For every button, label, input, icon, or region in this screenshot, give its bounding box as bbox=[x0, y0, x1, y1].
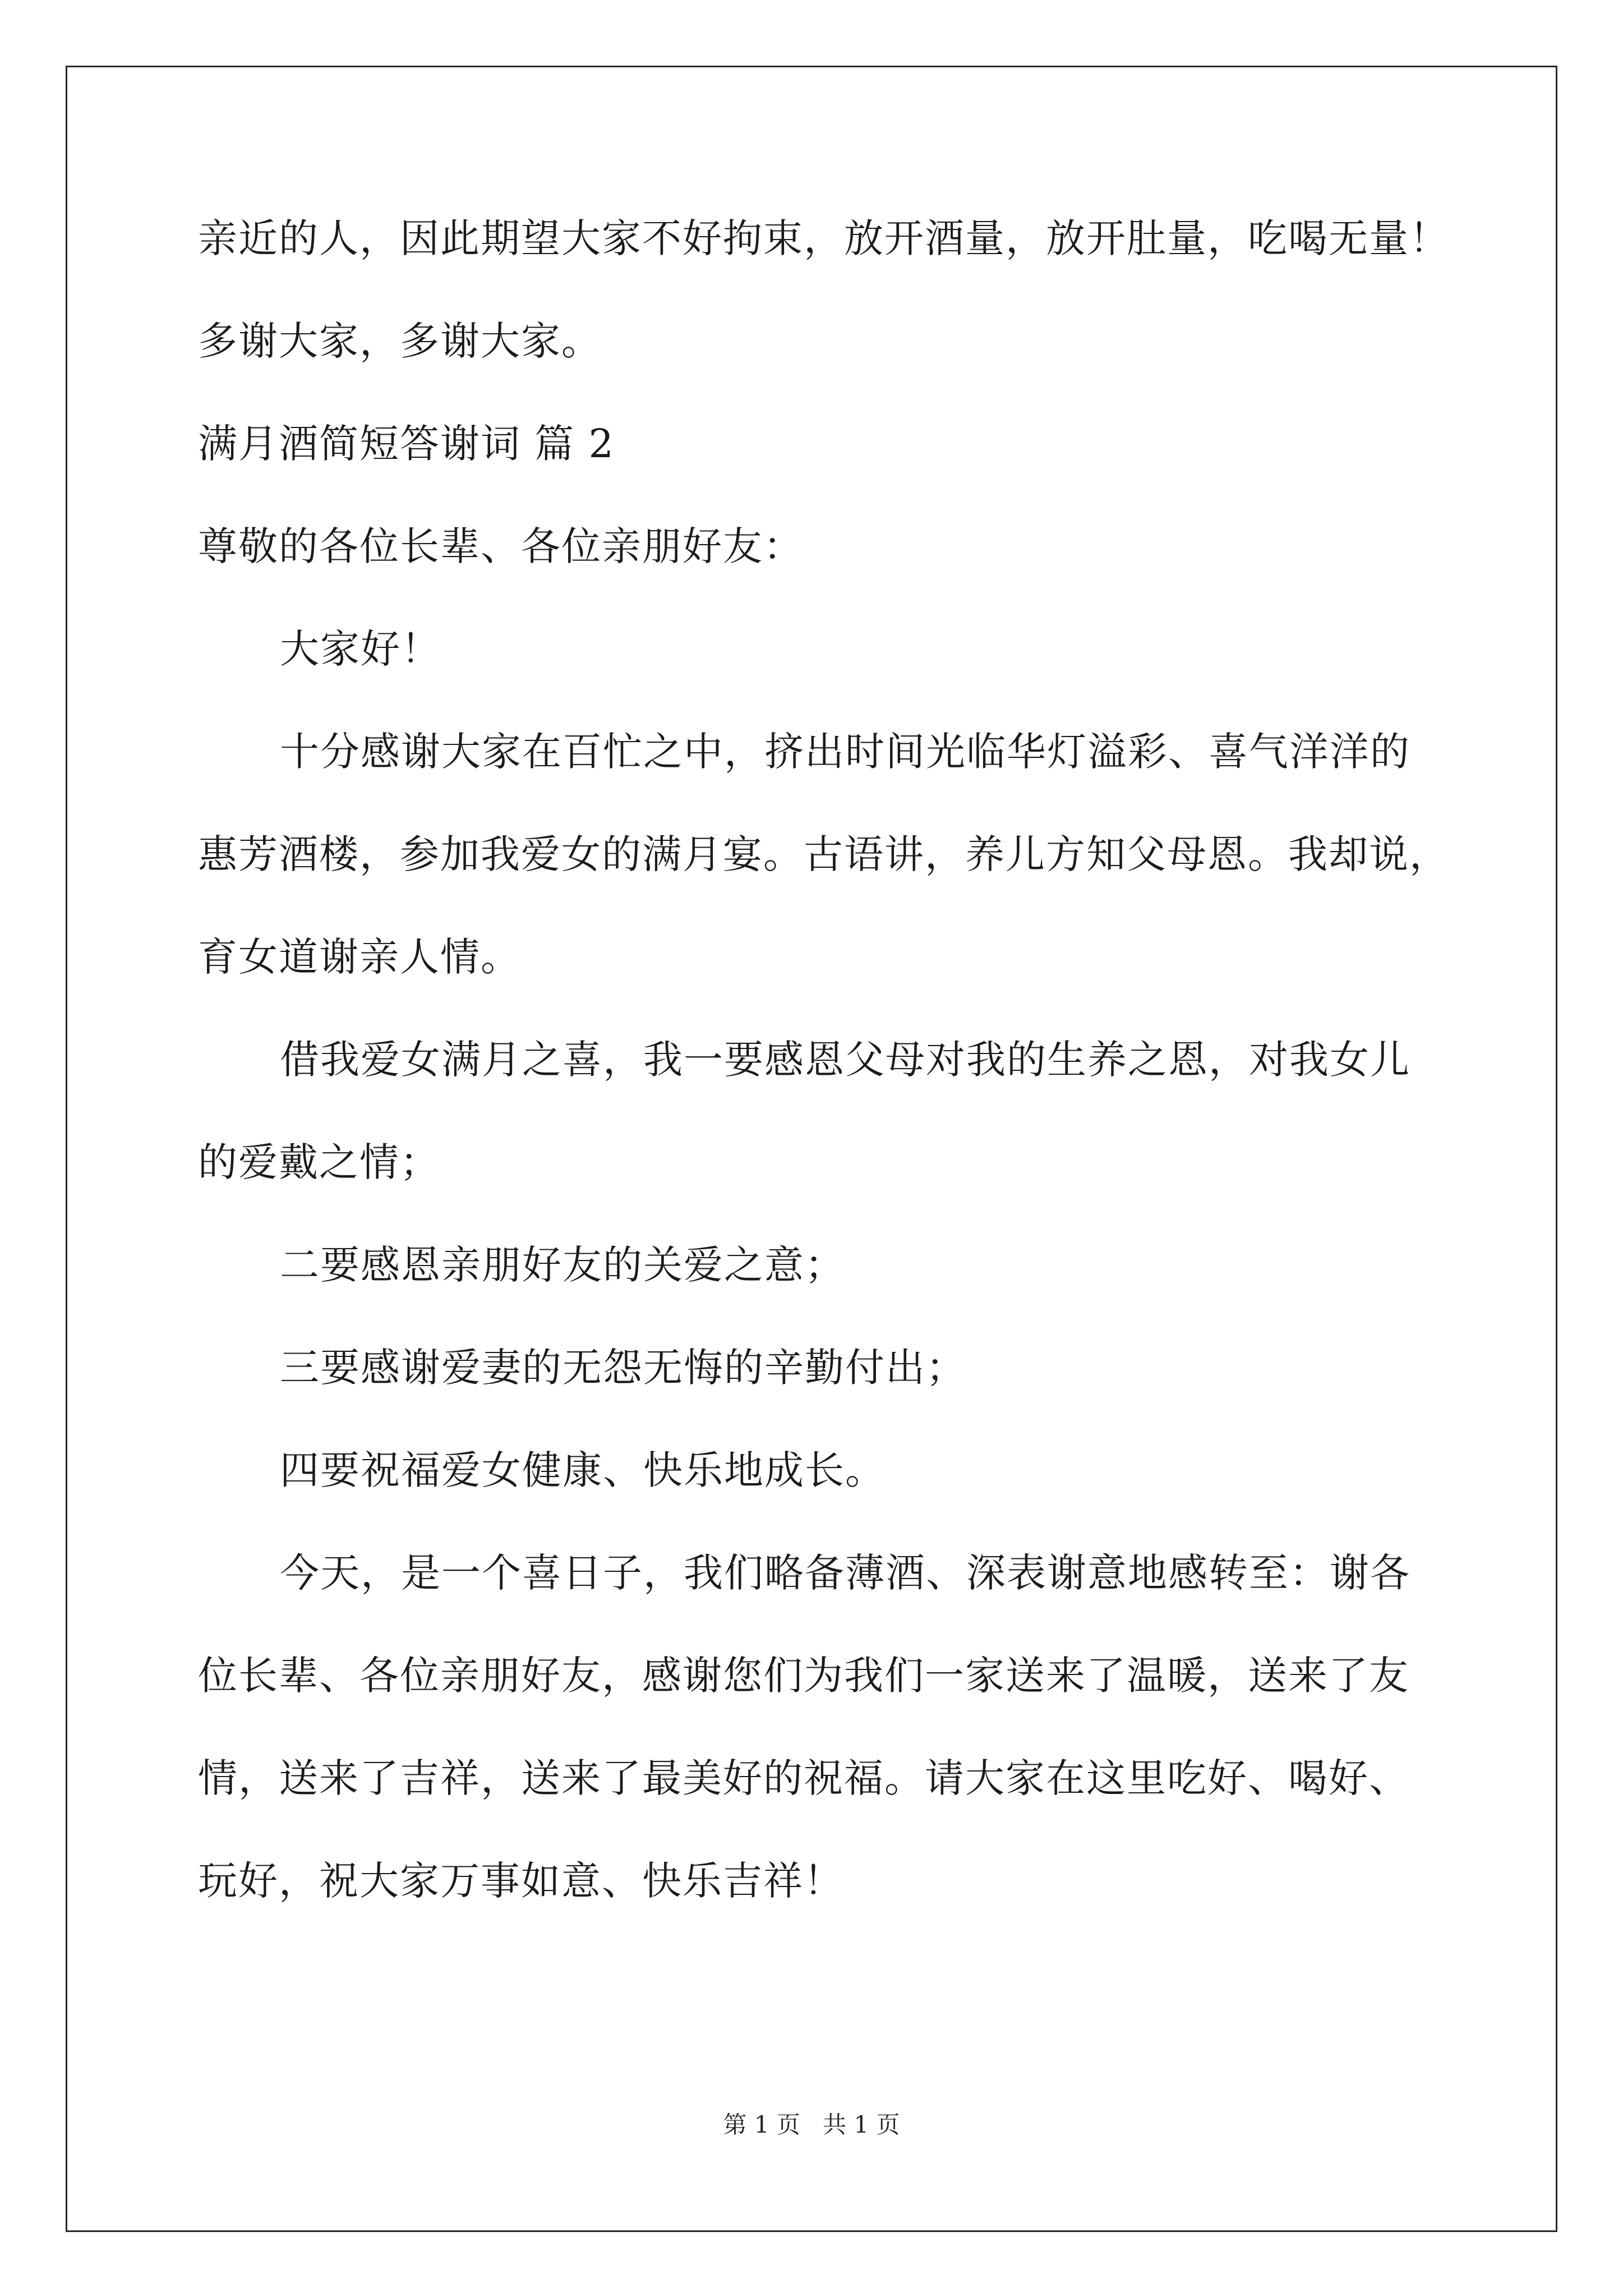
text-line: 十分感谢大家在百忙之中，挤出时间光临华灯溢彩、喜气洋洋的 bbox=[280, 729, 1410, 775]
text-line: 玩好，祝大家万事如意、快乐吉祥！ bbox=[198, 1858, 844, 1904]
text-line: 育女道谢亲人情。 bbox=[198, 934, 521, 980]
greeting: 大家好！ bbox=[280, 626, 441, 672]
salutation: 尊敬的各位长辈、各位亲朋好友： bbox=[198, 523, 804, 569]
text-line: 四要祝福爱女健康、快乐地成长。 bbox=[280, 1447, 886, 1493]
page-number: 第 1 页 共 1 页 bbox=[723, 2111, 900, 2138]
text-line: 二要感恩亲朋好友的关爱之意； bbox=[280, 1242, 845, 1288]
text-line: 今天，是一个喜日子，我们略备薄酒、深表谢意地感转至：谢各 bbox=[280, 1550, 1410, 1596]
text-line: 多谢大家，多谢大家。 bbox=[198, 318, 602, 364]
section-heading: 满月酒简短答谢词 篇 2 bbox=[198, 421, 615, 467]
text-line: 情，送来了吉祥，送来了最美好的祝福。请大家在这里吃好、喝好、 bbox=[198, 1755, 1409, 1801]
text-line: 借我爱女满月之喜，我一要感恩父母对我的生养之恩，对我女儿 bbox=[280, 1037, 1410, 1083]
text-line: 亲近的人，因此期望大家不好拘束，放开酒量，放开肚量，吃喝无量！ bbox=[198, 215, 1450, 261]
text-line: 三要感谢爱妻的无怨无悔的辛勤付出； bbox=[280, 1345, 966, 1391]
text-line: 惠芳酒楼，参加我爱女的满月宴。古语讲，养儿方知父母恩。我却说， bbox=[198, 831, 1450, 877]
text-line: 位长辈、各位亲朋好友，感谢您们为我们一家送来了温暖，送来了友 bbox=[198, 1653, 1409, 1699]
text-line: 的爱戴之情； bbox=[198, 1139, 440, 1185]
